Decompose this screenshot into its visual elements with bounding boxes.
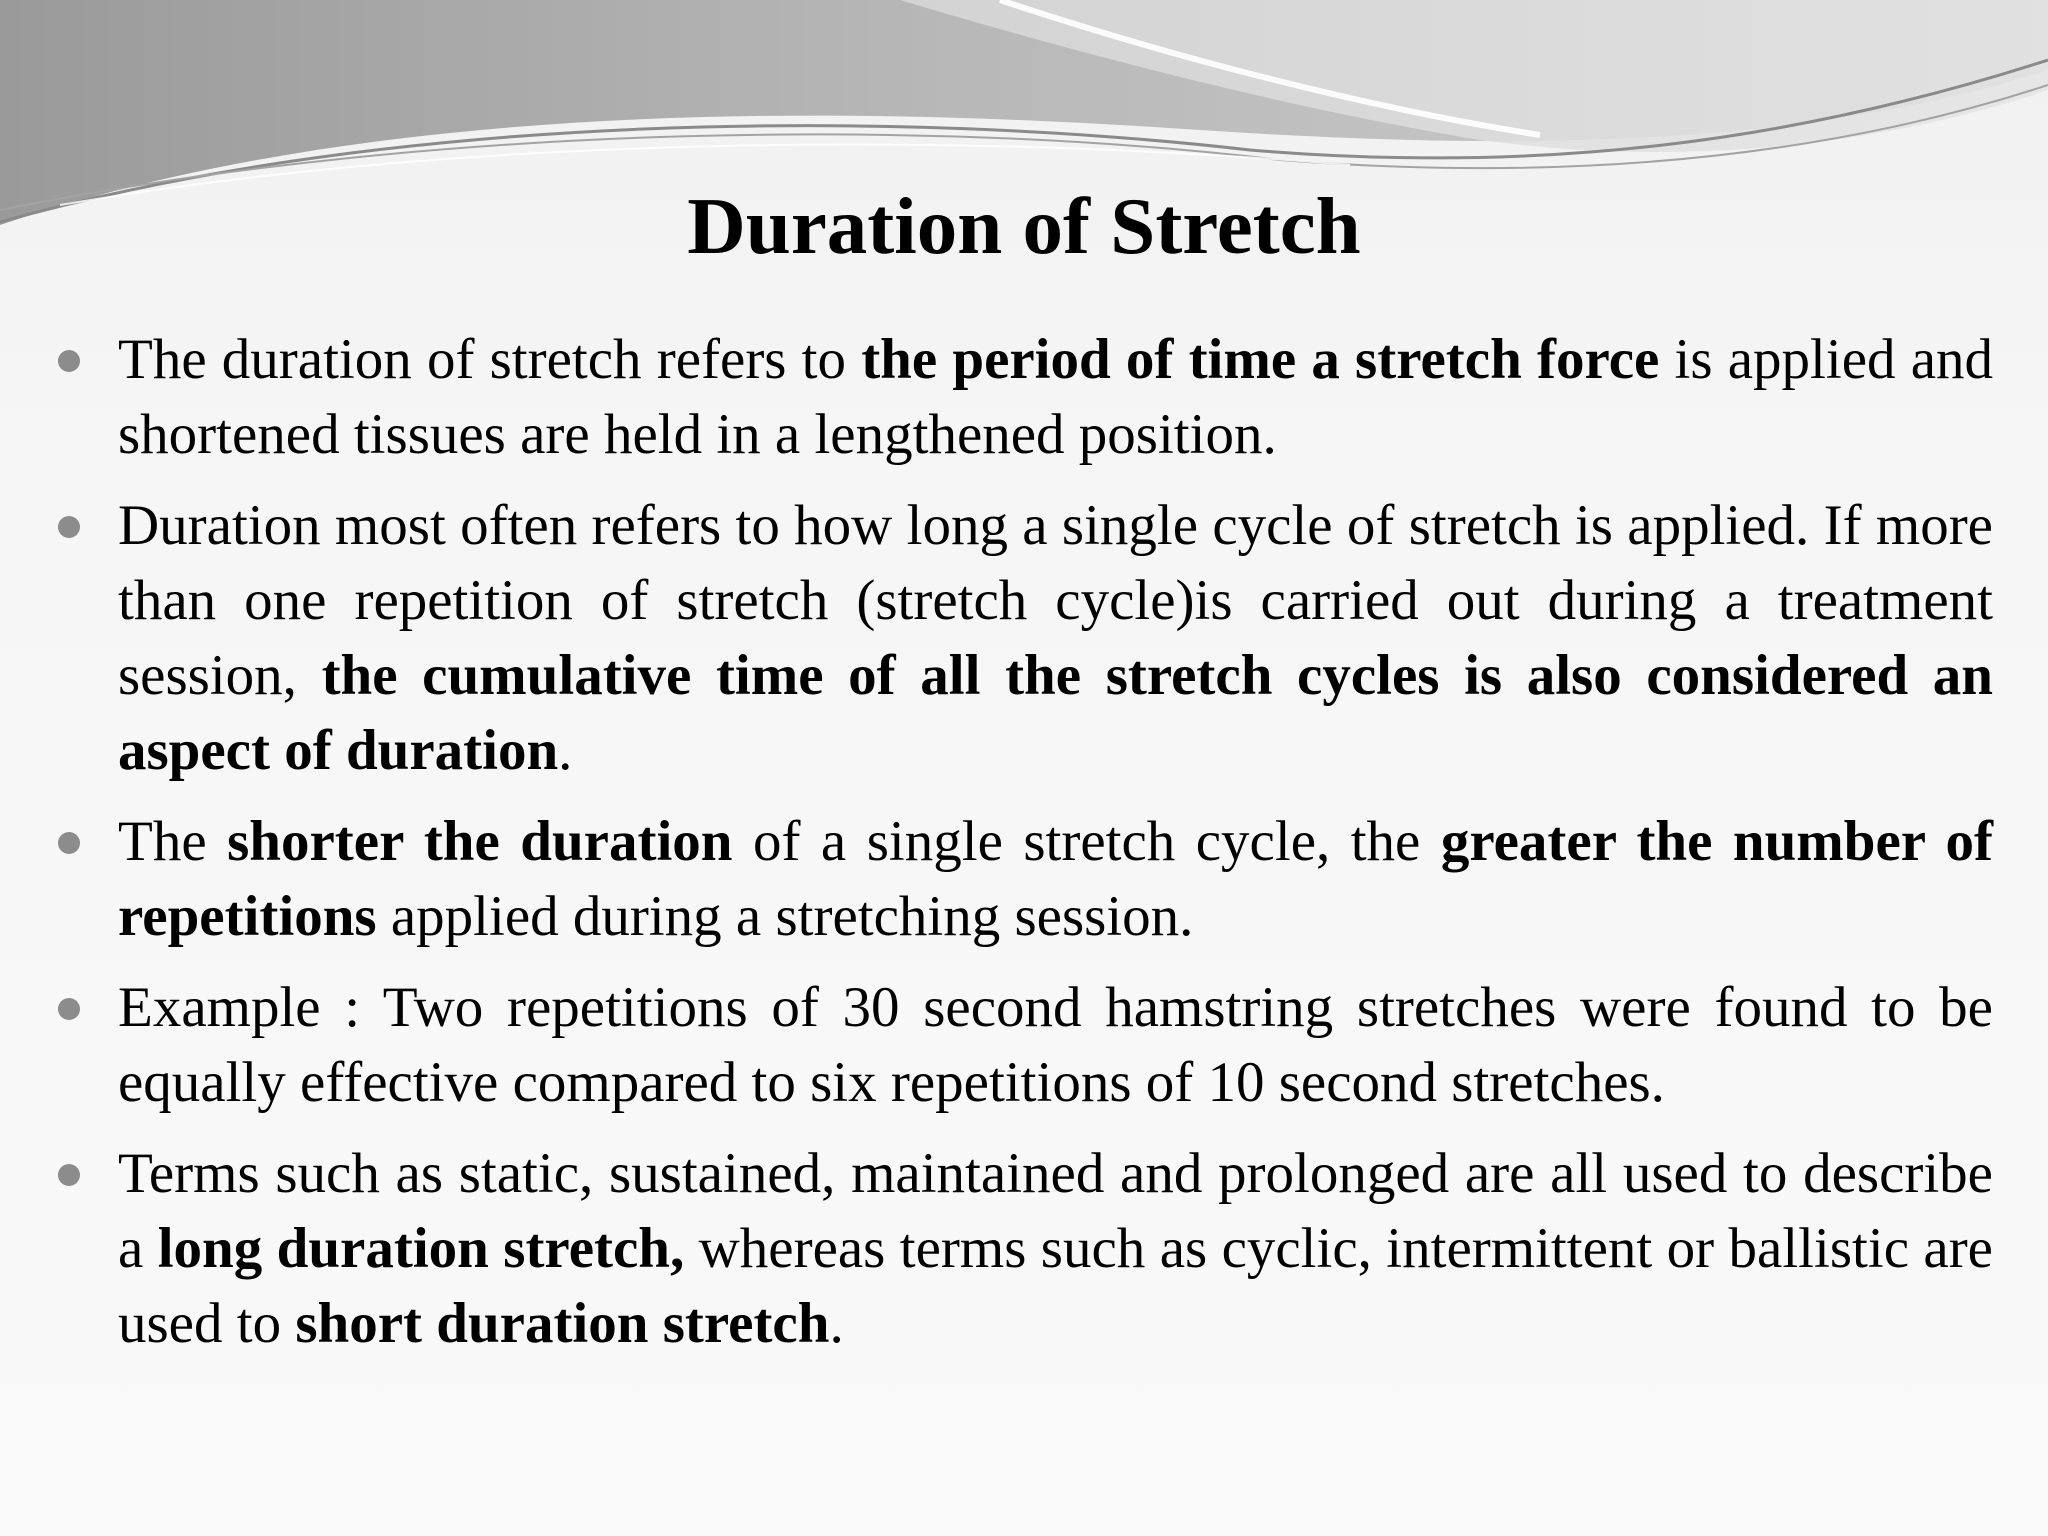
bullet-text: Duration most often refers to how long a single cycle of stretch is applied. If more than one repetition of stretch (stretch cycle)is carried out during a treatment session, xyxy=(118,494,1993,707)
bullet-text: Example : Two repetitions of 30 second hamstring stretches were found to be equally effective compared to six repetitions of 10 second stretches. xyxy=(118,976,1993,1114)
bullet-text-bold: the period of time a stretch force xyxy=(861,328,1660,391)
bullet-item xyxy=(118,1136,1993,1361)
bullet-text: whereas terms such as cyclic, intermittent or ballistic are used to xyxy=(118,1217,1993,1355)
bullet-text-bold: short duration stretch xyxy=(295,1292,830,1355)
bullet-text: is applied and shortened tissues are held in a lengthened position. xyxy=(118,328,1993,466)
bullet-text: applied during a stretching session. xyxy=(376,885,1194,948)
bullet-text-bold: greater the number of repetitions xyxy=(118,810,1994,948)
bullet-dot-icon xyxy=(58,998,80,1020)
bullet-text: . xyxy=(829,1292,844,1355)
bullet-text: . xyxy=(558,719,573,782)
bullet-item xyxy=(118,488,1993,788)
bullet-text-bold: the cumulative time of all the stretch cycles is also considered an aspect of duration xyxy=(118,644,1993,782)
bullet-text: of a single stretch cycle, the xyxy=(732,810,1441,873)
bullet-text-bold: long duration stretch, xyxy=(157,1217,685,1280)
bullet-list xyxy=(118,322,1993,1377)
bullet-text: Terms such as static, sustained, maintained and prolonged are all used to describe a xyxy=(118,1142,1993,1280)
bullet-item xyxy=(118,804,1993,954)
bullet-text-bold: shorter the duration xyxy=(227,810,733,873)
bullet-text: The duration of stretch refers to xyxy=(118,328,862,391)
bullet-dot-icon xyxy=(58,832,80,854)
bullet-dot-icon xyxy=(58,516,80,538)
bullet-text: The xyxy=(118,810,228,873)
bullet-item xyxy=(118,970,1993,1120)
bullet-dot-icon xyxy=(58,350,80,372)
bullet-item xyxy=(118,322,1993,472)
slide-title: Duration of Stretch xyxy=(687,181,1361,271)
bullet-dot-icon xyxy=(58,1164,80,1186)
